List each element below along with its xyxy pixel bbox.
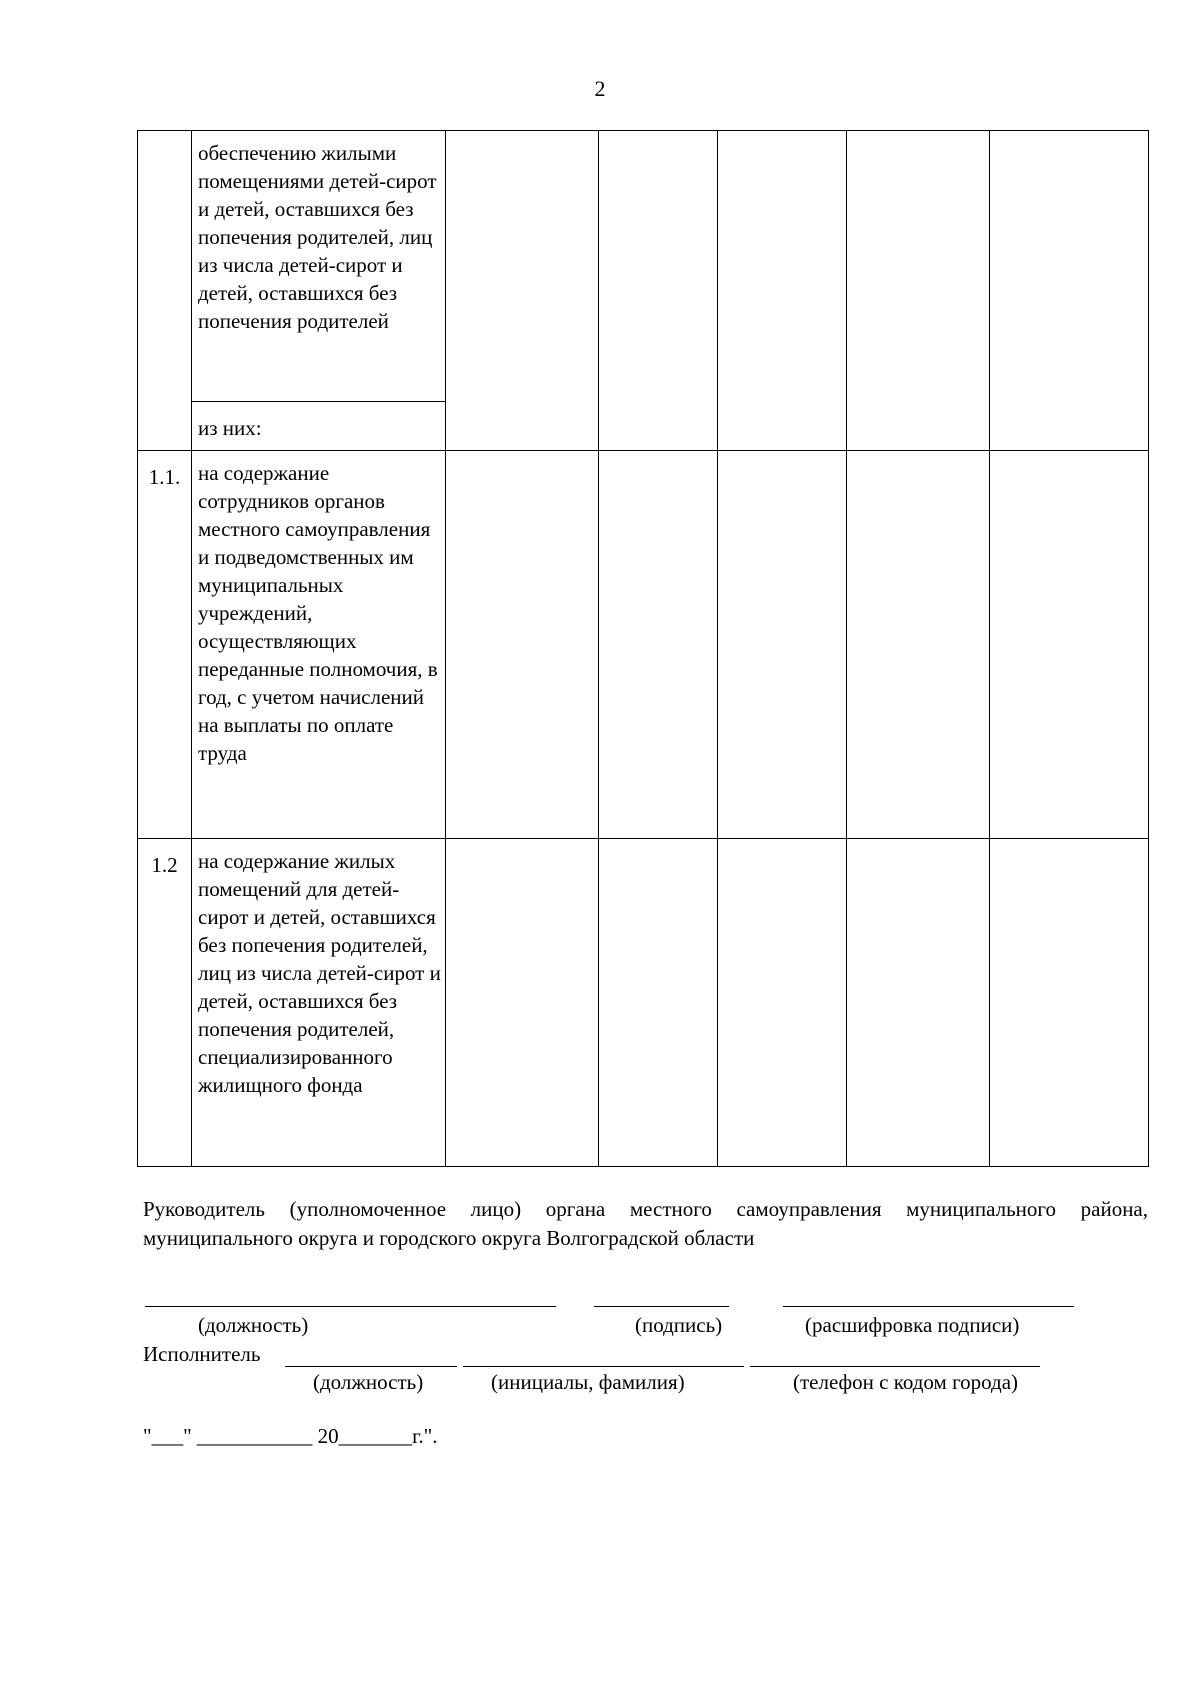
- table-row: [138, 839, 1149, 1167]
- value-cell[interactable]: [718, 451, 847, 839]
- signature-heading: Руководитель (уполномоченное лицо) органа местного самоуправления муниципального района, муниципального округа и городского округа Волгоградской области: [143, 1197, 1148, 1250]
- executor-name-caption: (инициалы, фамилия): [491, 1370, 685, 1394]
- value-cell[interactable]: [847, 131, 990, 451]
- row-number: 1.1.: [138, 451, 192, 839]
- row-number: 1.2: [138, 839, 192, 1167]
- value-cell[interactable]: [847, 451, 990, 839]
- row-description: на содержание сотрудников органов местного самоуправления и подведомственных им муниципальных учреждений, осуществляющих переданные полномочия, в год, с учетом начислений на выплаты по оплате труда: [192, 451, 446, 839]
- position-caption: (должность): [198, 1313, 309, 1337]
- executor-label: Исполнитель: [143, 1342, 261, 1366]
- executor-position-caption: (должность): [313, 1370, 424, 1394]
- position-line[interactable]: [145, 1306, 556, 1307]
- value-cell[interactable]: [446, 839, 599, 1167]
- table-row: [138, 131, 1149, 402]
- row-description: на содержание жилых помещений для детей-сирот и детей, оставшихся без попечения родителей, лиц из числа детей-сирот и детей, оставшихся без попечения родителей, специализированного жилищного фонда: [192, 839, 446, 1167]
- value-cell[interactable]: [599, 131, 718, 451]
- date-line[interactable]: "___" ___________ 20_______г.".: [143, 1424, 438, 1448]
- value-cell[interactable]: [446, 451, 599, 839]
- signature-line[interactable]: [594, 1306, 729, 1307]
- expenses-table: [137, 130, 1149, 1167]
- value-cell[interactable]: [990, 451, 1149, 839]
- value-cell[interactable]: [446, 131, 599, 451]
- signature-caption: (подпись): [635, 1313, 723, 1337]
- decoding-caption: (расшифровка подписи): [805, 1313, 1020, 1337]
- value-cell[interactable]: [990, 131, 1149, 451]
- value-cell[interactable]: [847, 839, 990, 1167]
- row-description: обеспечению жилыми помещениями детей-сирот и детей, оставшихся без попечения родителей, лиц из числа детей-сирот и детей, оставшихся без попечения родителей: [192, 131, 446, 402]
- value-cell[interactable]: [718, 131, 847, 451]
- decoding-line[interactable]: [783, 1306, 1074, 1307]
- value-cell[interactable]: [718, 839, 847, 1167]
- table-row: [138, 451, 1149, 839]
- page-number: 2: [594, 76, 606, 101]
- executor-name-line[interactable]: [463, 1366, 744, 1367]
- executor-position-line[interactable]: [285, 1366, 457, 1367]
- executor-phone-line[interactable]: [750, 1366, 1040, 1367]
- value-cell[interactable]: [990, 839, 1149, 1167]
- row-sub-label: из них:: [192, 402, 446, 451]
- executor-phone-caption: (телефон с кодом города): [793, 1370, 1019, 1394]
- value-cell[interactable]: [599, 451, 718, 839]
- value-cell[interactable]: [599, 839, 718, 1167]
- row-number: [138, 131, 192, 451]
